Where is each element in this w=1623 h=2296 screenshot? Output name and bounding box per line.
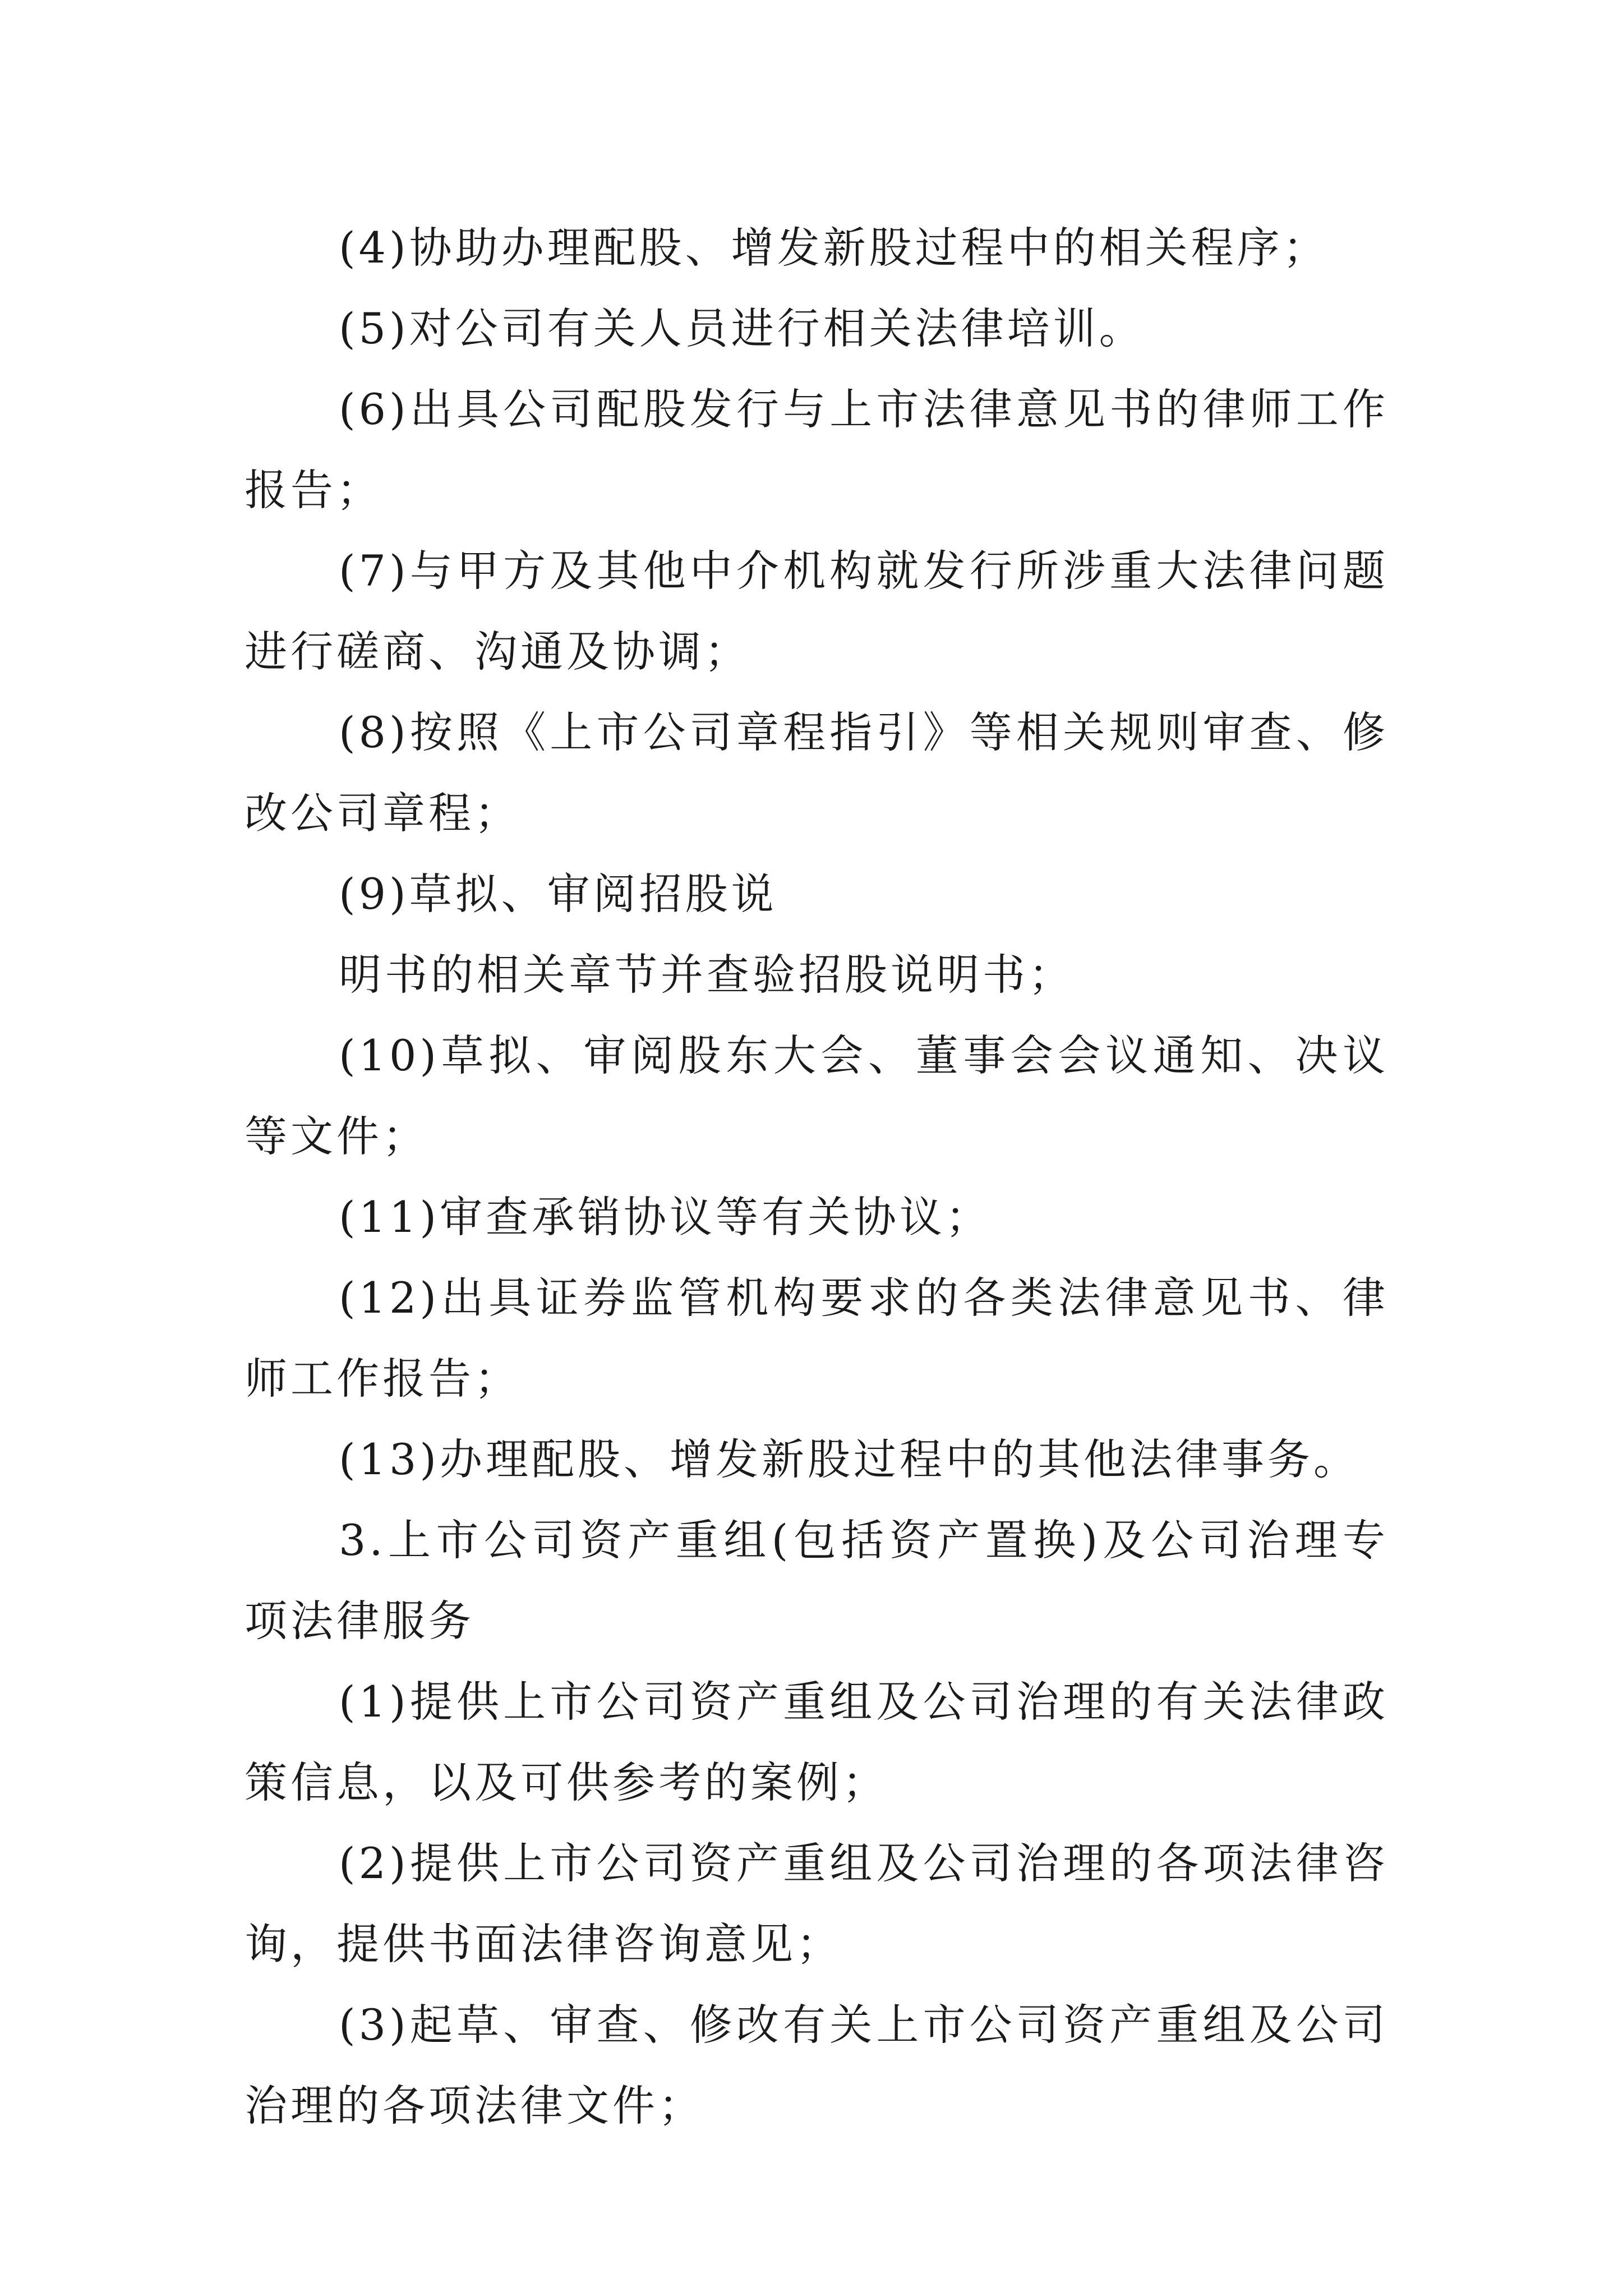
paragraph-item-6: (6)出具公司配股发行与上市法律意见书的律师工作报告；	[245, 384, 1389, 515]
document-body	[245, 208, 1389, 2146]
paragraph-item-9: (9)草拟、审阅招股说	[339, 869, 777, 919]
paragraph-item-13: (13)办理配股、增发新股过程中的其他法律事务。	[339, 1434, 1360, 1484]
section-heading-3: 3.上市公司资产重组(包括资产置换)及公司治理专项法律服务	[245, 1515, 1389, 1646]
paragraph-item-5: (5)对公司有关人员进行相关法律培训。	[339, 303, 1145, 353]
paragraph-item-7: (7)与甲方及其他中介机构就发行所涉重大法律问题进行磋商、沟通及协调；	[245, 546, 1389, 677]
paragraph-item-12: (12)出具证券监管机构要求的各类法律意见书、律师工作报告；	[245, 1273, 1389, 1404]
paragraph-item-8: (8)按照《上市公司章程指引》等相关规则审查、修改公司章程；	[245, 707, 1389, 838]
paragraph-item-4: (4)协助办理配股、增发新股过程中的相关程序；	[339, 223, 1329, 273]
paragraph-item-11: (11)审查承销协议等有关协议；	[339, 1192, 992, 1242]
paragraph-section3-item-3: (3)起草、审查、修改有关上市公司资产重组及公司治理的各项法律文件；	[245, 2000, 1389, 2131]
paragraph-section3-item-1: (1)提供上市公司资产重组及公司治理的有关法律政策信息，以及可供参考的案例；	[245, 1677, 1389, 1807]
paragraph-section3-item-2: (2)提供上市公司资产重组及公司治理的各项法律咨询，提供书面法律咨询意见；	[245, 1838, 1389, 1969]
paragraph-item-10: (10)草拟、审阅股东大会、董事会会议通知、决议等文件；	[245, 1030, 1389, 1161]
paragraph-item-9-continued: 明书的相关章节并查验招股说明书；	[339, 950, 1075, 1000]
